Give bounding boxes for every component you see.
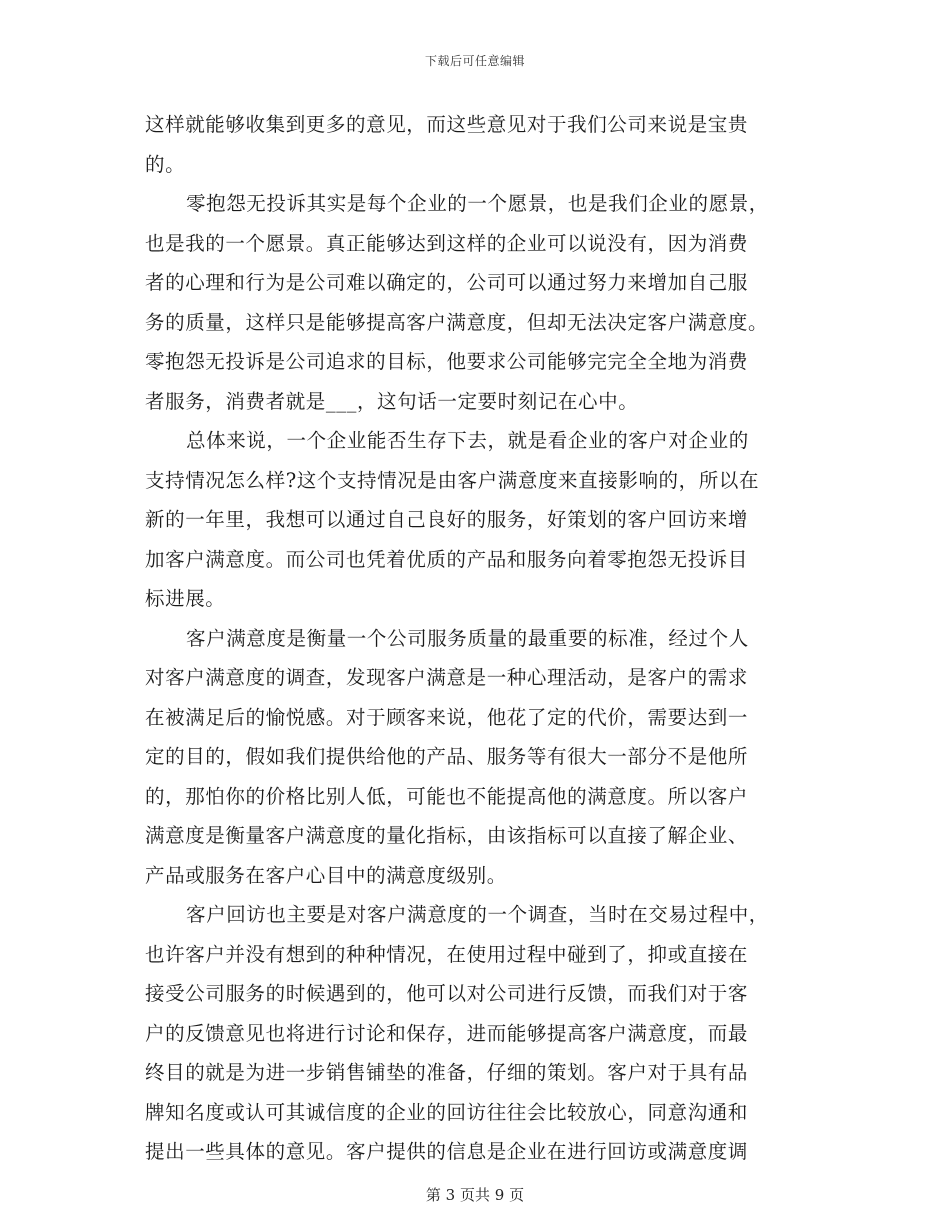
text-line: 者服务，消费者就是___，这句话一定要时刻记在心中。	[145, 389, 639, 413]
paragraph-start-line: 客户满意度是衡量一个公司服务质量的最重要的标准，经过个人	[186, 626, 749, 650]
paragraph-start-line: 总体来说，一个企业能否生存下去，就是看企业的客户对企业的	[186, 429, 749, 452]
text-line: 这样就能够收集到更多的意见，而这些意见对于我们公司来说是宝贵	[145, 113, 749, 136]
text-line: 产品或服务在客户心目中的满意度级别。	[145, 863, 507, 887]
text-line: 零抱怨无投诉是公司追求的目标，他要求公司能够完完全全地为消费	[145, 350, 749, 373]
document-body	[145, 105, 800, 1172]
text-line: 户的反馈意见也将进行讨论和保存，进而能够提高客户满意度，而最	[145, 1021, 749, 1045]
text-line: 终目的就是为进一步销售铺垫的准备，仔细的策划。客户对于具有品	[145, 1061, 749, 1084]
text-line: 支持情况怎么样?这个支持情况是由客户满意度来直接影响的，所以在	[145, 468, 760, 492]
text-line: 对客户满意度的调查，发现客户满意是一种心理活动，是客户的需求	[145, 666, 749, 689]
text-line: 标进展。	[145, 587, 226, 610]
text-line: 务的质量，这样只是能够提高客户满意度，但却无法决定客户满意度。	[145, 310, 769, 334]
text-line: 新的一年里，我想可以通过自己良好的服务，好策划的客户回访来增	[145, 508, 749, 531]
text-line: 也是我的一个愿景。真正能够达到这样的企业可以说没有，因为消费	[145, 231, 749, 255]
text-line: 的，那怕你的价格比别人低，可能也不能提高他的满意度。所以客户	[145, 784, 749, 808]
text-line: 牌知名度或认可其诚信度的企业的回访往往会比较放心，同意沟通和	[145, 1100, 749, 1124]
paragraph-start-line: 客户回访也主要是对客户满意度的一个调查，当时在交易过程中，	[186, 903, 769, 926]
text-line: 也许客户并没有想到的种种情况，在使用过程中碰到了，抑或直接在	[145, 942, 749, 966]
text-line: 加客户满意度。而公司也凭着优质的产品和服务向着零抱怨无投诉目	[145, 547, 749, 571]
text-line: 接受公司服务的时候遇到的，他可以对公司进行反馈，而我们对于客	[145, 982, 749, 1005]
text-line: 定的目的，假如我们提供给他的产品、服务等有很大一部分不是他所	[145, 745, 749, 768]
page-header-note: 下载后可任意编辑	[424, 54, 525, 68]
paragraph-start-line: 零抱怨无投诉其实是每个企业的一个愿景，也是我们企业的愿景，	[186, 192, 769, 215]
text-line: 满意度是衡量客户满意度的量化指标，由该指标可以直接了解企业、	[145, 824, 749, 847]
text-line: 在被满足后的愉悦感。对于顾客来说，他花了定的代价，需要达到一	[145, 705, 749, 729]
page-number: 第 3 页共 9 页	[425, 1186, 525, 1204]
text-line: 提出一些具体的意见。客户提供的信息是企业在进行回访或满意度调	[145, 1140, 749, 1163]
text-line: 的。	[145, 152, 186, 176]
text-line: 者的心理和行为是公司难以确定的，公司可以通过努力来增加自己服	[145, 271, 749, 294]
